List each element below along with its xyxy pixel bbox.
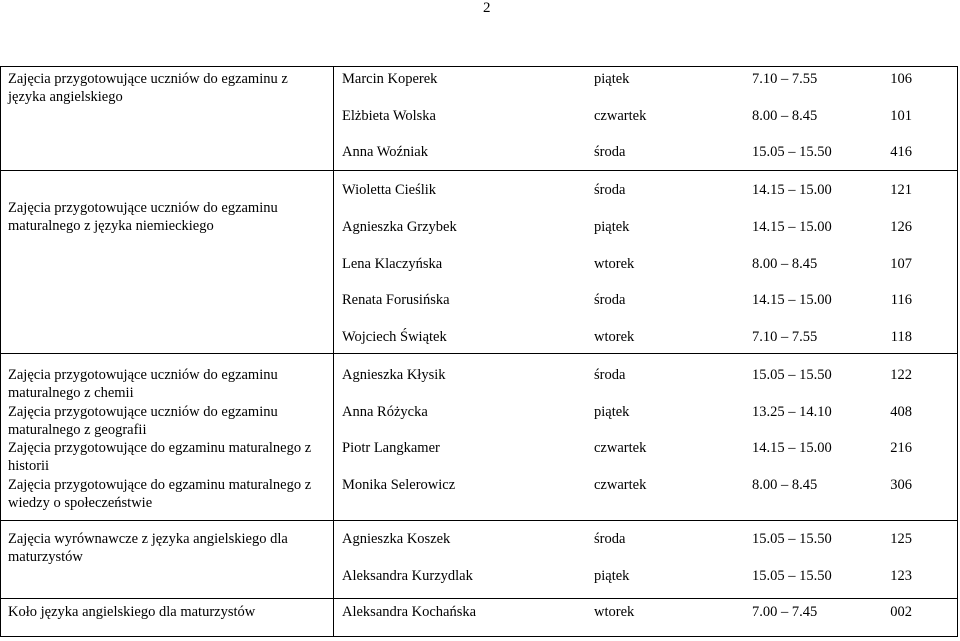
time-cell: 8.00 – 8.45 — [752, 108, 818, 124]
room-cell: 306 — [890, 477, 912, 493]
day-cell: środa — [594, 292, 626, 308]
teacher-name: Anna Różycka — [342, 404, 428, 420]
day-cell: środa — [594, 182, 626, 198]
room-cell: 107 — [890, 256, 912, 272]
teacher-name: Lena Klaczyńska — [342, 256, 443, 272]
room-cell: 122 — [890, 367, 912, 383]
day-cell: piątek — [594, 71, 630, 87]
teacher-name: Renata Forusińska — [342, 292, 450, 308]
day-cell: czwartek — [594, 477, 647, 493]
subject-cell: Zajęcia przygotowujące uczniów do egzaminu maturalnego z języka niemieckiego — [8, 200, 278, 234]
time-cell: 7.10 – 7.55 — [752, 329, 818, 345]
teacher-name: Anna Woźniak — [342, 144, 428, 160]
column-divider — [333, 66, 334, 636]
row-divider — [0, 353, 957, 354]
day-cell: czwartek — [594, 440, 647, 456]
time-cell: 8.00 – 8.45 — [752, 256, 818, 272]
time-cell: 14.15 – 15.00 — [752, 292, 832, 308]
day-cell: czwartek — [594, 108, 647, 124]
time-cell: 15.05 – 15.50 — [752, 531, 832, 547]
teacher-name: Agnieszka Grzybek — [342, 219, 457, 235]
time-cell: 14.15 – 15.00 — [752, 182, 832, 198]
teacher-name: Agnieszka Koszek — [342, 531, 451, 547]
time-cell: 15.05 – 15.50 — [752, 568, 832, 584]
room-cell: 116 — [890, 292, 912, 308]
teacher-name: Wojciech Świątek — [342, 329, 447, 345]
room-cell: 408 — [890, 404, 912, 420]
time-cell: 7.10 – 7.55 — [752, 71, 818, 87]
teacher-name: Aleksandra Kurzydlak — [342, 568, 473, 584]
teacher-name: Piotr Langkamer — [342, 440, 440, 456]
room-cell: 216 — [890, 440, 912, 456]
time-cell: 14.15 – 15.00 — [752, 440, 832, 456]
room-cell: 416 — [890, 144, 912, 160]
subject-cell: Koło języka angielskiego dla maturzystów — [8, 604, 256, 620]
day-cell: środa — [594, 367, 626, 383]
day-cell: wtorek — [594, 329, 635, 345]
time-cell: 15.05 – 15.50 — [752, 144, 832, 160]
subject-cell: Zajęcia przygotowujące uczniów do egzaminu maturalnego z chemii — [8, 367, 278, 401]
subject-cell: Zajęcia przygotowujące do egzaminu maturalnego z wiedzy o społeczeństwie — [8, 477, 312, 511]
day-cell: wtorek — [594, 256, 635, 272]
row-divider — [0, 520, 957, 521]
time-cell: 15.05 – 15.50 — [752, 367, 832, 383]
day-cell: piątek — [594, 404, 630, 420]
day-cell: piątek — [594, 219, 630, 235]
row-divider — [0, 598, 957, 599]
day-cell: środa — [594, 144, 626, 160]
teacher-name: Aleksandra Kochańska — [342, 604, 477, 620]
time-cell: 7.00 – 7.45 — [752, 604, 818, 620]
subject-cell: Zajęcia przygotowujące do egzaminu maturalnego z historii — [8, 440, 312, 474]
day-cell: wtorek — [594, 604, 635, 620]
time-cell: 13.25 – 14.10 — [752, 404, 832, 420]
teacher-name: Agnieszka Kłysik — [342, 367, 446, 383]
subject-cell: Zajęcia przygotowujące uczniów do egzaminu maturalnego z geografii — [8, 404, 278, 438]
room-cell: 106 — [890, 71, 912, 87]
day-cell: piątek — [594, 568, 630, 584]
row-divider — [0, 170, 957, 171]
teacher-name: Wioletta Cieślik — [342, 182, 437, 198]
room-cell: 123 — [890, 568, 912, 584]
room-cell: 121 — [890, 182, 912, 198]
subject-cell: Zajęcia przygotowujące uczniów do egzaminu z języka angielskiego — [8, 71, 288, 105]
room-cell: 118 — [890, 329, 912, 345]
room-cell: 101 — [890, 108, 912, 124]
day-cell: środa — [594, 531, 626, 547]
time-cell: 14.15 – 15.00 — [752, 219, 832, 235]
room-cell: 125 — [890, 531, 912, 547]
room-cell: 126 — [890, 219, 912, 235]
teacher-name: Elżbieta Wolska — [342, 108, 436, 124]
time-cell: 8.00 – 8.45 — [752, 477, 818, 493]
room-cell: 002 — [890, 604, 912, 620]
teacher-name: Monika Selerowicz — [342, 477, 456, 493]
teacher-name: Marcin Koperek — [342, 71, 438, 87]
subject-cell: Zajęcia wyrównawcze z języka angielskiego dla maturzystów — [8, 531, 288, 565]
page-number: 2 — [483, 0, 491, 16]
